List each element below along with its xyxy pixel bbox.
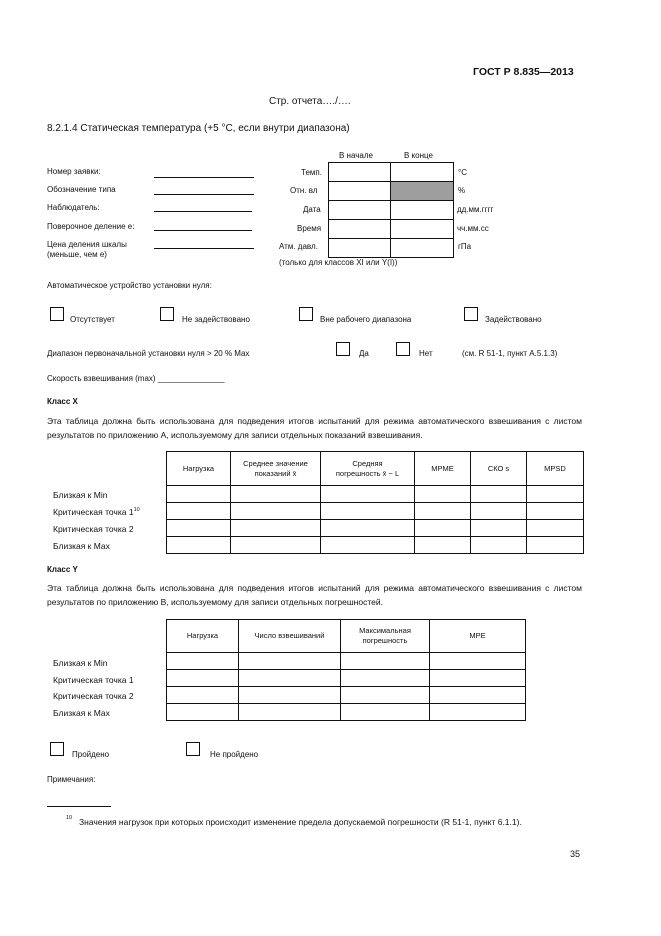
type-designation-field[interactable] <box>154 194 254 195</box>
table-cell[interactable] <box>341 704 430 721</box>
temp-start-cell[interactable] <box>329 163 391 182</box>
scale-div-label: Цена деления шкалы <box>47 240 127 249</box>
type-designation-label: Обозначение типа <box>47 185 116 194</box>
table-cell[interactable] <box>167 704 239 721</box>
class-y-heading: Класс Y <box>47 565 78 574</box>
col-end-header: В конце <box>404 151 433 160</box>
order-no-label: Номер заявки: <box>47 167 101 176</box>
class-y-row-critical-1: Критическая точка 1 <box>53 675 134 685</box>
class-x-row-min: Близкая к Min <box>53 490 108 500</box>
auto-zero-active-label: Задействовано <box>485 315 542 324</box>
cond-unit-temp: °C <box>458 168 467 177</box>
standard-number: ГОСТ Р 8.835—2013 <box>473 66 574 78</box>
class-x-row-critical-2: Критическая точка 2 <box>53 524 134 534</box>
table-cell[interactable] <box>430 687 526 704</box>
class-x-col-error <box>321 452 415 486</box>
auto-zero-unused-checkbox[interactable] <box>160 307 174 321</box>
date-end-cell[interactable] <box>391 201 454 220</box>
class-y-col-max-error-line2: погрешность <box>362 636 408 645</box>
cond-unit-time: чч.мм.сс <box>457 224 489 233</box>
time-end-cell[interactable] <box>391 220 454 239</box>
weighing-speed-label: Скорость взвешивания (max) _______________ <box>47 374 225 383</box>
class-x-col-error-line1: Средняя <box>352 458 383 468</box>
table-cell[interactable] <box>167 653 239 670</box>
cond-unit-humidity: % <box>458 186 466 195</box>
class-x-col-mpme: MPME <box>415 452 471 486</box>
table-cell[interactable] <box>527 520 584 537</box>
table-cell[interactable] <box>167 503 231 520</box>
class-y-col-load: Нагрузка <box>167 620 239 653</box>
humidity-end-cell-shaded <box>391 182 454 201</box>
class-x-heading: Класс X <box>47 397 78 406</box>
table-cell[interactable] <box>167 670 239 687</box>
table-cell[interactable] <box>167 486 231 503</box>
table-cell[interactable] <box>321 520 415 537</box>
footnote-number: 10 <box>66 815 73 821</box>
class-x-col-error-line2: погрешность x̄ − L <box>335 468 400 478</box>
col-start-header: В начале <box>339 151 373 160</box>
table-cell[interactable] <box>341 687 430 704</box>
table-cell[interactable] <box>527 503 584 520</box>
pressure-start-cell[interactable] <box>329 239 391 258</box>
cond-label-pressure: Атм. давл. <box>279 242 318 251</box>
class-x-col-mpsd: MPSD <box>527 452 584 486</box>
zero-range-yes-label: Да <box>359 349 369 358</box>
auto-zero-absent-checkbox[interactable] <box>50 307 64 321</box>
class-y-col-max-error <box>341 620 430 653</box>
table-cell[interactable] <box>321 486 415 503</box>
conditions-table <box>328 162 454 258</box>
table-cell[interactable] <box>167 687 239 704</box>
table-cell[interactable] <box>231 503 321 520</box>
auto-zero-out-range-checkbox[interactable] <box>299 307 313 321</box>
zero-range-label: Диапазон первоначальной установки нуля > 20 % Max <box>47 349 250 358</box>
class-x-col-load: Нагрузка <box>167 452 231 486</box>
class-x-col-mean-line2: показаний x̄ <box>254 468 297 478</box>
table-cell[interactable] <box>239 704 341 721</box>
pass-label: Пройдено <box>72 750 110 759</box>
temp-end-cell[interactable] <box>391 163 454 182</box>
table-cell[interactable] <box>239 687 341 704</box>
time-start-cell[interactable] <box>329 220 391 239</box>
table-cell[interactable] <box>527 537 584 554</box>
table-cell[interactable] <box>321 503 415 520</box>
table-cell[interactable] <box>471 486 527 503</box>
auto-zero-label: Автоматическое устройство установки нуля: <box>47 281 212 290</box>
zero-range-no-checkbox[interactable] <box>396 342 410 356</box>
class-x-table <box>166 451 584 554</box>
class-y-table <box>166 619 526 721</box>
table-cell[interactable] <box>167 520 231 537</box>
table-cell[interactable] <box>231 537 321 554</box>
fail-label: Не пройдено <box>210 750 259 759</box>
zero-range-reference: (см. R 51-1, пункт А.5.1.3) <box>462 349 558 358</box>
table-cell[interactable] <box>239 653 341 670</box>
cond-unit-date: дд.мм.гггг <box>457 205 494 214</box>
cond-unit-pressure: гПа <box>458 242 472 251</box>
verification-div-label: Поверочное деление e: <box>47 222 135 231</box>
pressure-end-cell[interactable] <box>391 239 454 258</box>
conditions-note: (только для классов XI или Y(I)) <box>279 258 398 267</box>
class-x-row-critical-1-text: Критическая точка 1 <box>53 507 134 517</box>
table-cell[interactable] <box>341 653 430 670</box>
table-cell[interactable] <box>415 537 471 554</box>
observer-field[interactable] <box>154 211 252 212</box>
pass-checkbox[interactable] <box>50 742 64 756</box>
class-y-row-min: Близкая к Min <box>53 658 108 668</box>
class-x-col-mean-line1: Среднее значение <box>243 458 308 468</box>
table-cell[interactable] <box>239 670 341 687</box>
order-no-field[interactable] <box>154 177 254 178</box>
cond-label-date: Дата <box>303 205 321 214</box>
table-cell[interactable] <box>415 520 471 537</box>
table-cell[interactable] <box>231 520 321 537</box>
table-cell[interactable] <box>341 670 430 687</box>
auto-zero-absent-label: Отсутствует <box>70 315 115 324</box>
verification-div-field[interactable] <box>154 230 252 231</box>
notes-label: Примечания: <box>47 775 96 784</box>
footnote-text: Значения нагрузок при которых происходит изменение предела допускаемой погрешности (R 51-1, пункт 6.1.1). <box>79 817 522 827</box>
table-cell[interactable] <box>321 537 415 554</box>
table-cell[interactable] <box>471 537 527 554</box>
table-cell[interactable] <box>430 653 526 670</box>
cond-label-temp: Темп. <box>301 168 322 177</box>
zero-range-no-label: Нет <box>419 349 433 358</box>
class-y-row-max: Близкая к Max <box>53 708 110 718</box>
class-y-col-count: Число взвешиваний <box>239 620 341 653</box>
table-cell[interactable] <box>471 520 527 537</box>
class-y-col-max-error-line1: Максимальная <box>359 626 411 635</box>
footnote-mark: 10 <box>133 507 140 514</box>
observer-label: Наблюдатель: <box>47 203 100 212</box>
auto-zero-out-range-label: Вне рабочего диапазона <box>320 315 412 324</box>
table-cell[interactable] <box>167 537 231 554</box>
table-cell[interactable] <box>415 503 471 520</box>
class-y-row-critical-2: Критическая точка 2 <box>53 691 134 701</box>
class-y-col-mpe: MPE <box>430 620 526 653</box>
class-x-col-mean <box>231 452 321 486</box>
cond-label-humidity: Отн. вл <box>290 186 318 195</box>
class-x-text: Эта таблица должна быть использована для подведения итогов испытаний для режима автоматического взвешивания с листом результатов по приложению А, используемому для записи отдельных показаний взвешивания. <box>47 416 582 440</box>
zero-range-yes-checkbox[interactable] <box>336 342 350 356</box>
table-cell[interactable] <box>430 670 526 687</box>
report-page: Стр. отчета…./…. <box>269 96 351 107</box>
class-y-text: Эта таблица должна быть использована для подведения итогов испытаний для режима автоматического взвешивания с листом результатов по приложению B, используемому для записи отдельных погрешностей. <box>47 583 582 607</box>
table-cell[interactable] <box>415 486 471 503</box>
cond-label-time: Время <box>297 224 322 233</box>
date-start-cell[interactable] <box>329 201 391 220</box>
table-cell[interactable] <box>430 704 526 721</box>
table-cell[interactable] <box>527 486 584 503</box>
auto-zero-active-checkbox[interactable] <box>464 307 478 321</box>
table-cell[interactable] <box>471 503 527 520</box>
auto-zero-unused-label: Не задействовано <box>182 315 250 324</box>
fail-checkbox[interactable] <box>186 742 200 756</box>
class-x-row-max: Близкая к Max <box>53 541 110 551</box>
footnote-separator <box>47 806 111 807</box>
scale-div-field[interactable] <box>154 248 254 249</box>
humidity-start-cell[interactable] <box>329 182 391 201</box>
scale-div-label-2: (меньше, чем e) <box>47 250 107 259</box>
page-number: 35 <box>570 849 581 859</box>
section-title: 8.2.1.4 Статическая температура (+5 °C, если внутри диапазона) <box>47 123 350 134</box>
table-cell[interactable] <box>231 486 321 503</box>
class-x-col-sko: СКО s <box>471 452 527 486</box>
class-x-row-critical-1 <box>53 507 140 517</box>
